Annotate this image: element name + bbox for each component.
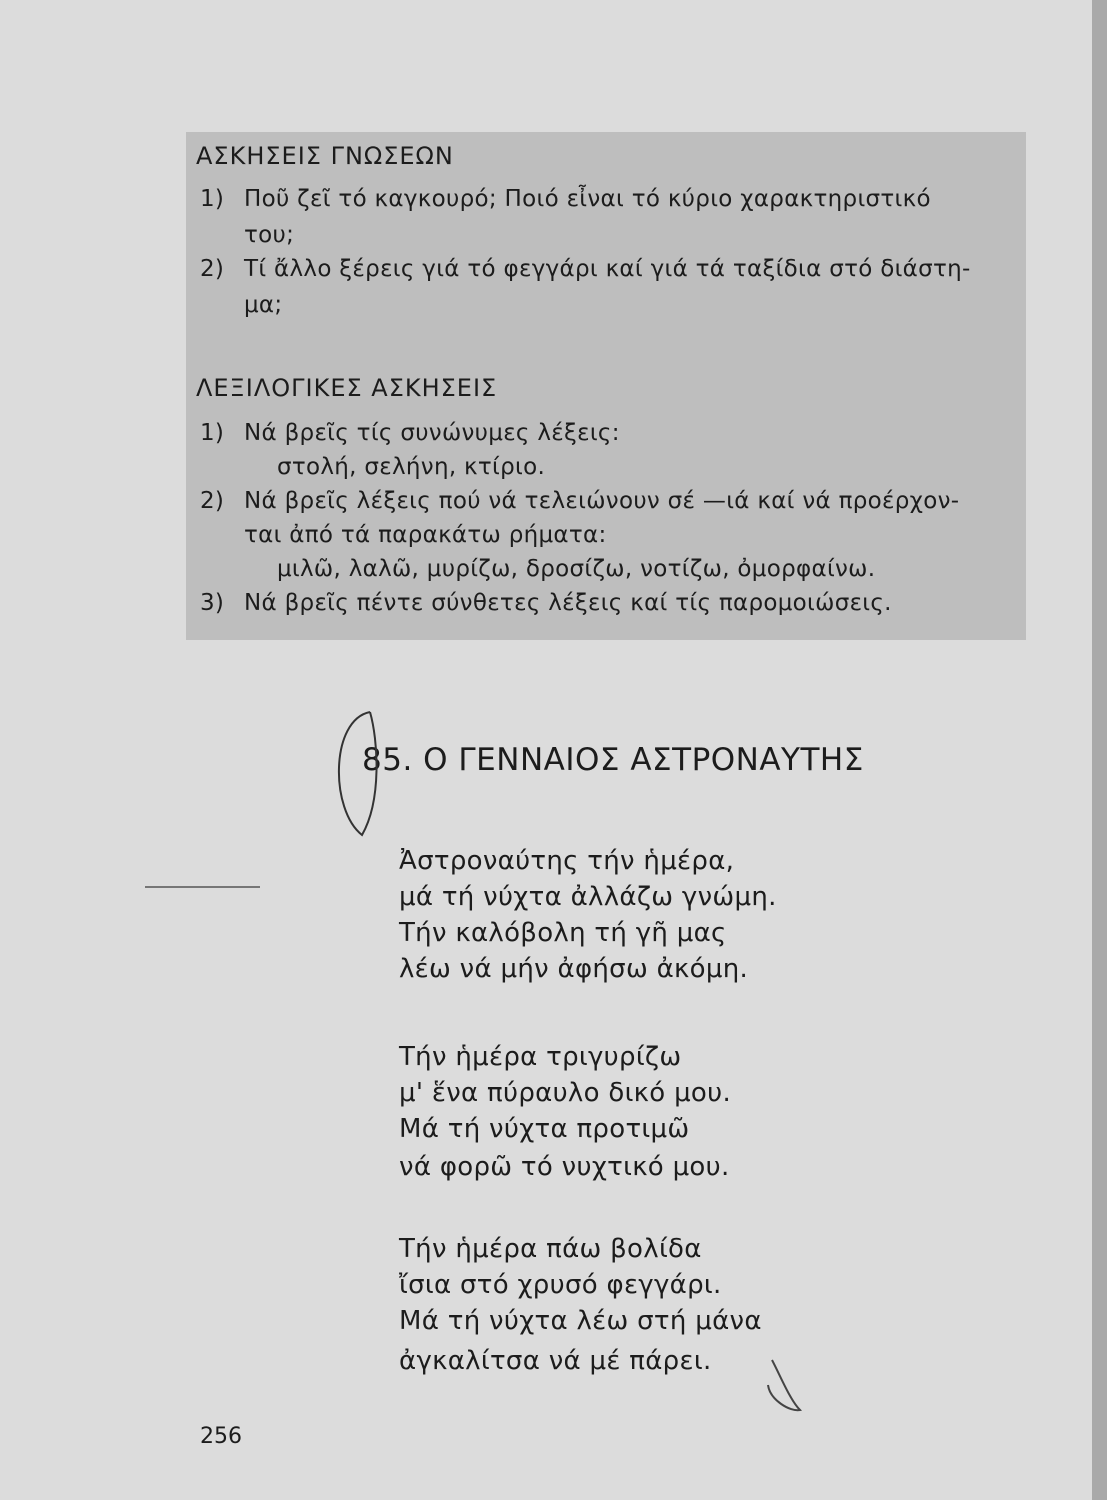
vocab-item-1-line2: στολή, σελήνη, κτίριο. [277,454,546,480]
vocab-item-2-num: 2) [200,488,225,514]
knowledge-item-1-line2: του; [244,222,295,248]
pencil-curl-mark [768,1360,800,1410]
vocab-item-2-line2: ται ἀπό τά παρακάτω ρήματα: [244,522,607,548]
vocab-item-3-num: 3) [200,590,225,616]
poem-line: Ἀστροναύτης τήν ἡμέρα, [399,846,735,876]
poem-line: μ' ἕνα πύραυλο δικό μου. [399,1078,732,1108]
knowledge-item-2-line1: Τί ἄλλο ξέρεις γιά τό φεγγάρι καί γιά τά ταξίδια στό διάστη- [244,256,971,282]
poem-line: Τήν ἡμέρα πάω βολίδα [399,1234,702,1264]
pencil-circle-mark [339,712,377,835]
vocab-item-1-num: 1) [200,420,225,446]
poem-line: Μά τή νύχτα προτιμῶ [399,1114,690,1144]
poem-line: μά τή νύχτα ἀλλάζω γνώμη. [399,882,777,912]
knowledge-item-1-line1: Ποῦ ζεῖ τό καγκουρό; Ποιό εἶναι τό κύριο χαρακτηριστικό [244,186,931,212]
vocab-item-2-line3: μιλῶ, λαλῶ, μυρίζω, δροσίζω, νοτίζω, ὀμορφαίνω. [277,556,876,582]
poem-line: Τήν καλόβολη τή γῆ μας [399,918,727,948]
poem-line: Τήν ἡμέρα τριγυρίζω [399,1042,682,1072]
poem-line: ἀγκαλίτσα νά μέ πάρει. [399,1346,712,1376]
knowledge-item-1-num: 1) [200,186,225,212]
poem-line: λέω νά μήν ἀφήσω ἀκόμη. [399,954,749,984]
poem-line: ἴσια στό χρυσό φεγγάρι. [399,1270,722,1300]
knowledge-item-2-line2: μα; [244,292,283,318]
page-number: 256 [200,1424,242,1449]
poem-line: Μά τή νύχτα λέω στή μάνα [399,1306,762,1336]
vocab-item-1-line1: Νά βρεῖς τίς συνώνυμες λέξεις: [244,420,620,446]
vocab-heading: ΛΕΞΙΛΟΓΙΚΕΣ ΑΣΚΗΣΕΙΣ [196,374,498,402]
vocab-item-3-line1: Νά βρεῖς πέντε σύνθετες λέξεις καί τίς παρομοιώσεις. [244,590,892,616]
poem-line: νά φορῶ τό νυχτικό μου. [399,1152,730,1182]
knowledge-heading: ΑΣΚΗΣΕΙΣ ΓΝΩΣΕΩΝ [196,142,454,170]
poem-title: 85. Ο ΓΕΝΝΑΙΟΣ ΑΣΤΡΟΝΑΥΤΗΣ [362,742,864,778]
vocab-item-2-line1: Νά βρεῖς λέξεις πού νά τελειώνουν σέ —ιά καί νά προέρχον- [244,488,960,514]
knowledge-item-2-num: 2) [200,256,225,282]
